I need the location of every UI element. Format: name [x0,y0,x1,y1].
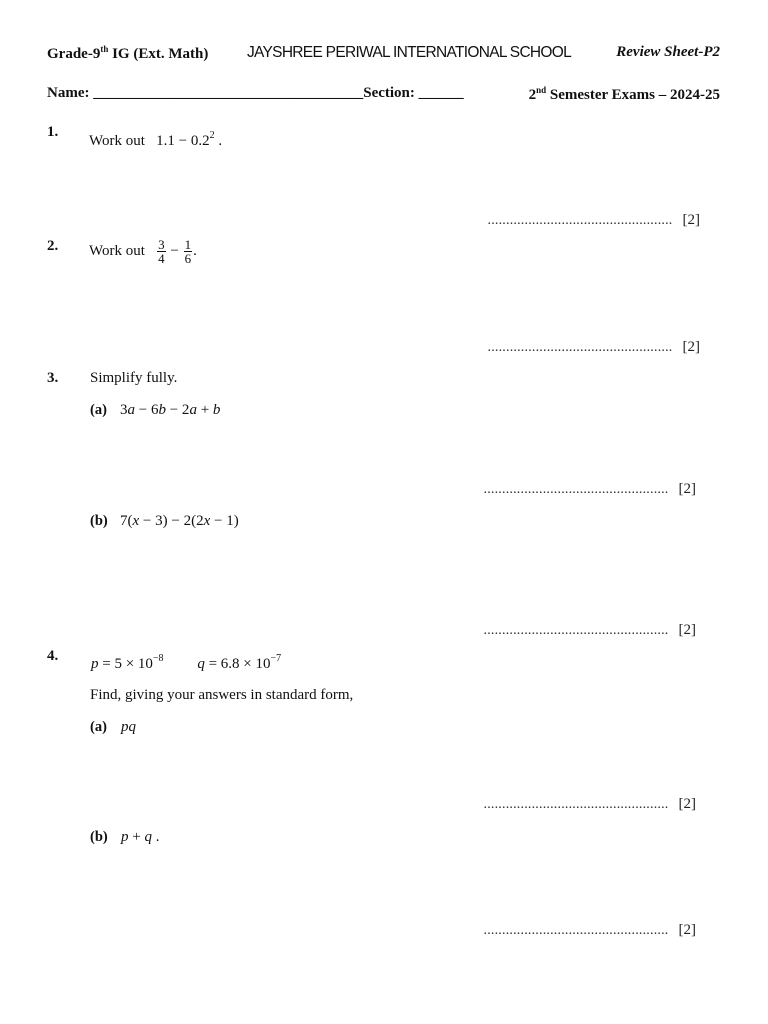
grade-label: Grade-9th IG (Ext. Math) [47,44,209,62]
answer-line[interactable]: .................................................. [2] [483,481,696,497]
part-label: (b) [90,829,108,845]
question-number: 4. [47,648,59,664]
question-2-expression: $\frac{3}{4}$ − $\frac{1}{6}$ . [158,237,197,266]
sheet-title: Review Sheet-P2 [616,44,720,60]
question-4-given-values: $p = 5 \times 10^{-8}$ $q = 6.8 \times 10^{-7}$ [91,653,282,672]
question-4-text: Find, giving your answers in standard form, [90,687,354,703]
question-1-text: Work out $1.1 - 0.2^2$ . [89,130,223,149]
school-name: JAYSHREE PERIWAL INTERNATIONAL SCHOOL [247,44,572,61]
question-1-expression: $1.1 - 0.2^2$ . [156,130,223,149]
question-3a-expression: 3a − 6b − 2a + b [120,402,221,418]
name-field[interactable]: Name: ____________________________________Section: ______ [47,85,464,101]
answer-line[interactable]: .................................................. [2] [483,922,696,938]
answer-line[interactable]: .................................................. [2] [483,622,696,638]
part-label: (a) [90,719,107,735]
question-2-text: Work out $\frac{3}{4}$ − $\frac{1}{6}$ . [89,237,197,266]
answer-line[interactable]: .................................................. [2] [487,339,700,355]
exam-title: 2nd Semester Exams – 2024-25 [528,85,720,103]
part-label: (b) [90,513,108,529]
question-number: 1. [47,124,59,140]
question-4b-expression: p + q . [121,829,160,845]
part-label: (a) [90,402,107,418]
question-3b-expression: 7(x − 3) − 2(2x − 1) [120,513,239,529]
answer-line[interactable]: .................................................. [2] [483,796,696,812]
question-4a-expression: pq [121,719,136,735]
question-number: 3. [47,370,59,386]
answer-line[interactable]: .................................................. [2] [487,212,700,228]
question-number: 2. [47,238,59,254]
question-3-text: Simplify fully. [90,370,178,386]
